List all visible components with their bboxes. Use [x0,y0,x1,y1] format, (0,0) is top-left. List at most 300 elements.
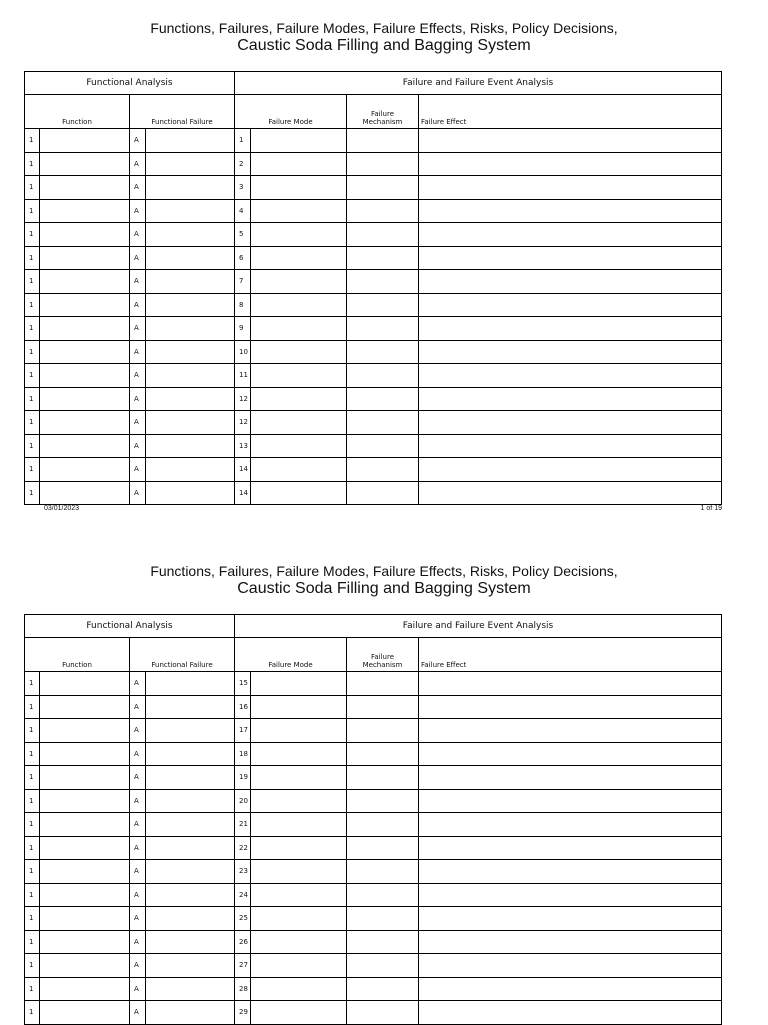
failure-effect-cell [419,411,722,435]
column-header-failure-effect: Failure Effect [419,638,722,672]
functional-failure-cell [146,223,235,247]
failure-mode-number: 16 [235,695,251,719]
function-number: 1 [25,270,40,294]
function-number: 1 [25,364,40,388]
failure-mode-cell [251,883,347,907]
failure-effect-cell [419,152,722,176]
functional-failure-cell [146,930,235,954]
failure-effect-cell [419,270,722,294]
functional-failure-cell [146,742,235,766]
functional-failure-letter: A [130,930,146,954]
failure-mode-number: 14 [235,481,251,505]
functional-failure-letter: A [130,1001,146,1025]
failure-mode-number: 15 [235,672,251,696]
failure-mechanism-cell [347,246,419,270]
table-row [25,742,722,766]
functional-failure-cell [146,954,235,978]
functional-failure-letter: A [130,813,146,837]
failure-mode-number: 22 [235,836,251,860]
function-cell [40,860,130,884]
fmea-table [24,71,722,505]
functional-failure-cell [146,317,235,341]
table-row [25,695,722,719]
failure-mode-number: 27 [235,954,251,978]
failure-mode-number: 28 [235,977,251,1001]
functional-failure-cell [146,434,235,458]
table-row [25,719,722,743]
functional-failure-letter: A [130,907,146,931]
failure-effect-cell [419,364,722,388]
function-cell [40,1001,130,1025]
functional-failure-letter: A [130,176,146,200]
failure-mode-number: 19 [235,766,251,790]
failure-effect-cell [419,813,722,837]
table-row [25,672,722,696]
failure-effect-cell [419,458,722,482]
function-number: 1 [25,719,40,743]
failure-effect-cell [419,246,722,270]
function-cell [40,742,130,766]
functional-failure-letter: A [130,223,146,247]
failure-effect-cell [419,481,722,505]
functional-failure-cell [146,152,235,176]
failure-mechanism-cell [347,340,419,364]
failure-mechanism-cell [347,176,419,200]
functional-failure-letter: A [130,364,146,388]
function-cell [40,481,130,505]
functional-failure-cell [146,813,235,837]
fmea-table-body [25,72,722,505]
table-row [25,152,722,176]
functional-failure-letter: A [130,411,146,435]
functional-failure-letter: A [130,152,146,176]
failure-mode-cell [251,340,347,364]
functional-failure-letter: A [130,977,146,1001]
failure-mechanism-cell [347,270,419,294]
failure-mode-cell [251,223,347,247]
functional-failure-letter: A [130,270,146,294]
page-title-line2: Caustic Soda Filling and Bagging System [237,37,531,54]
failure-mechanism-cell [347,719,419,743]
function-cell [40,789,130,813]
function-number: 1 [25,317,40,341]
failure-mode-cell [251,270,347,294]
functional-failure-cell [146,766,235,790]
functional-failure-cell [146,883,235,907]
functional-failure-letter: A [130,434,146,458]
function-number: 1 [25,434,40,458]
function-cell [40,246,130,270]
functional-failure-cell [146,695,235,719]
functional-failure-letter: A [130,695,146,719]
table-row [25,930,722,954]
column-header-row [25,95,722,129]
function-number: 1 [25,883,40,907]
failure-effect-cell [419,672,722,696]
failure-effect-cell [419,223,722,247]
functional-failure-letter: A [130,293,146,317]
function-number: 1 [25,340,40,364]
functional-failure-cell [146,719,235,743]
table-row [25,836,722,860]
failure-mode-cell [251,364,347,388]
column-header-failure-effect: Failure Effect [419,95,722,129]
failure-mode-number: 29 [235,1001,251,1025]
failure-effect-cell [419,742,722,766]
function-number: 1 [25,930,40,954]
failure-mechanism-cell [347,836,419,860]
failure-effect-cell [419,293,722,317]
function-cell [40,695,130,719]
failure-mode-cell [251,199,347,223]
functional-failure-cell [146,387,235,411]
functional-failure-cell [146,458,235,482]
failure-mode-cell [251,387,347,411]
table-row [25,223,722,247]
failure-mode-number: 17 [235,719,251,743]
failure-effect-cell [419,930,722,954]
table-row [25,293,722,317]
function-number: 1 [25,836,40,860]
failure-mode-number: 14 [235,458,251,482]
failure-effect-cell [419,977,722,1001]
failure-mode-number: 13 [235,434,251,458]
functional-failure-letter: A [130,954,146,978]
table-row [25,270,722,294]
function-number: 1 [25,672,40,696]
failure-mode-cell [251,129,347,153]
failure-mechanism-cell [347,930,419,954]
failure-mode-cell [251,789,347,813]
column-header-failure-mechanism: Failure Mechanism [347,638,419,672]
failure-mechanism-cell [347,977,419,1001]
function-number: 1 [25,481,40,505]
functional-failure-cell [146,199,235,223]
function-number: 1 [25,954,40,978]
function-number: 1 [25,695,40,719]
failure-mode-number: 21 [235,813,251,837]
failure-mechanism-cell [347,766,419,790]
functional-failure-letter: A [130,246,146,270]
failure-mechanism-cell [347,954,419,978]
table-row [25,176,722,200]
function-cell [40,813,130,837]
failure-mechanism-cell [347,458,419,482]
failure-effect-cell [419,719,722,743]
failure-effect-cell [419,387,722,411]
failure-mode-cell [251,860,347,884]
table-row [25,199,722,223]
function-cell [40,411,130,435]
function-number: 1 [25,411,40,435]
function-number: 1 [25,860,40,884]
failure-mode-number: 6 [235,246,251,270]
failure-effect-cell [419,176,722,200]
functional-failure-cell [146,270,235,294]
functional-failure-letter: A [130,199,146,223]
function-cell [40,387,130,411]
failure-mode-number: 9 [235,317,251,341]
failure-mode-number: 23 [235,860,251,884]
failure-mechanism-cell [347,199,419,223]
failure-effect-cell [419,789,722,813]
failure-mechanism-cell [347,883,419,907]
table-row [25,789,722,813]
failure-effect-cell [419,317,722,341]
table-row [25,954,722,978]
function-number: 1 [25,458,40,482]
failure-mode-cell [251,152,347,176]
failure-mechanism-cell [347,293,419,317]
failure-effect-cell [419,766,722,790]
function-cell [40,719,130,743]
functional-failure-letter: A [130,340,146,364]
failure-mode-number: 5 [235,223,251,247]
failure-mechanism-cell [347,481,419,505]
failure-mode-cell [251,672,347,696]
failure-mechanism-cell [347,1001,419,1025]
table-row [25,434,722,458]
failure-mode-number: 10 [235,340,251,364]
function-cell [40,458,130,482]
function-number: 1 [25,766,40,790]
functional-failure-letter: A [130,317,146,341]
functional-failure-letter: A [130,458,146,482]
footer-page-number: 1 of 19 [700,505,722,512]
failure-mechanism-cell [347,672,419,696]
function-cell [40,907,130,931]
functional-failure-cell [146,129,235,153]
function-cell [40,954,130,978]
function-number: 1 [25,742,40,766]
failure-mode-number: 24 [235,883,251,907]
failure-mode-cell [251,481,347,505]
failure-mode-number: 26 [235,930,251,954]
functional-failure-cell [146,246,235,270]
failure-mechanism-cell [347,695,419,719]
function-cell [40,152,130,176]
page-title-line1: Functions, Failures, Failure Modes, Failure Effects, Risks, Policy Decisions, [150,563,618,579]
function-cell [40,672,130,696]
function-number: 1 [25,223,40,247]
function-cell [40,270,130,294]
section-header-row [25,615,722,638]
failure-mechanism-cell [347,129,419,153]
failure-mode-number: 12 [235,411,251,435]
function-number: 1 [25,293,40,317]
function-number: 1 [25,176,40,200]
functional-failure-letter: A [130,481,146,505]
page-title-line2: Caustic Soda Filling and Bagging System [237,580,531,597]
failure-mechanism-cell [347,364,419,388]
failure-mode-cell [251,836,347,860]
function-number: 1 [25,129,40,153]
table-row [25,411,722,435]
failure-mode-cell [251,930,347,954]
section-functional-analysis: Functional Analysis [25,72,235,95]
column-header-function: Function [25,95,130,129]
failure-mode-number: 12 [235,387,251,411]
failure-mode-cell [251,293,347,317]
function-cell [40,930,130,954]
failure-mode-cell [251,719,347,743]
table-row [25,813,722,837]
table-row [25,129,722,153]
failure-mode-number: 11 [235,364,251,388]
section-failure-event-analysis: Failure and Failure Event Analysis [235,72,722,95]
failure-mode-cell [251,695,347,719]
column-header-failure-mode: Failure Mode [235,638,347,672]
column-header-functional-failure: Functional Failure [130,95,235,129]
failure-mode-number: 2 [235,152,251,176]
section-header-row [25,72,722,95]
table-row [25,364,722,388]
failure-mode-number: 25 [235,907,251,931]
functional-failure-letter: A [130,789,146,813]
failure-mode-cell [251,813,347,837]
failure-mechanism-cell [347,411,419,435]
fmea-table-body [25,615,722,1025]
functional-failure-letter: A [130,766,146,790]
function-number: 1 [25,907,40,931]
function-number: 1 [25,387,40,411]
function-cell [40,223,130,247]
failure-mode-cell [251,434,347,458]
function-cell [40,293,130,317]
failure-mechanism-cell [347,907,419,931]
functional-failure-cell [146,836,235,860]
function-cell [40,977,130,1001]
functional-failure-letter: A [130,836,146,860]
function-cell [40,199,130,223]
failure-mechanism-cell [347,434,419,458]
functional-failure-letter: A [130,129,146,153]
function-cell [40,766,130,790]
functional-failure-cell [146,977,235,1001]
failure-mode-cell [251,458,347,482]
failure-mode-cell [251,1001,347,1025]
functional-failure-cell [146,1001,235,1025]
column-header-function: Function [25,638,130,672]
column-header-failure-mechanism: Failure Mechanism [347,95,419,129]
functional-failure-cell [146,364,235,388]
failure-mode-number: 1 [235,129,251,153]
functional-failure-cell [146,789,235,813]
failure-effect-cell [419,199,722,223]
failure-mode-cell [251,317,347,341]
failure-mechanism-cell [347,317,419,341]
failure-mode-cell [251,246,347,270]
table-row [25,977,722,1001]
failure-effect-cell [419,1001,722,1025]
function-cell [40,434,130,458]
functional-failure-letter: A [130,672,146,696]
failure-effect-cell [419,129,722,153]
table-row [25,1001,722,1025]
functional-failure-cell [146,293,235,317]
table-row [25,907,722,931]
failure-effect-cell [419,340,722,364]
failure-mode-cell [251,766,347,790]
column-header-row [25,638,722,672]
function-number: 1 [25,977,40,1001]
functional-failure-cell [146,411,235,435]
function-number: 1 [25,199,40,223]
function-number: 1 [25,813,40,837]
function-cell [40,176,130,200]
failure-mode-cell [251,742,347,766]
failure-mechanism-cell [347,387,419,411]
failure-mode-number: 7 [235,270,251,294]
functional-failure-cell [146,176,235,200]
failure-mode-number: 4 [235,199,251,223]
failure-mechanism-cell [347,789,419,813]
table-row [25,860,722,884]
failure-mechanism-cell [347,223,419,247]
failure-mode-cell [251,176,347,200]
failure-mechanism-cell [347,152,419,176]
table-row [25,317,722,341]
functional-failure-letter: A [130,742,146,766]
function-number: 1 [25,789,40,813]
table-row [25,458,722,482]
function-cell [40,129,130,153]
column-header-failure-mode: Failure Mode [235,95,347,129]
functional-failure-letter: A [130,883,146,907]
table-row [25,387,722,411]
functional-failure-cell [146,860,235,884]
table-row [25,883,722,907]
failure-mechanism-cell [347,860,419,884]
failure-mechanism-cell [347,813,419,837]
function-cell [40,340,130,364]
failure-mode-number: 18 [235,742,251,766]
failure-effect-cell [419,860,722,884]
failure-mode-cell [251,954,347,978]
failure-mode-cell [251,907,347,931]
functional-failure-letter: A [130,387,146,411]
functional-failure-letter: A [130,860,146,884]
function-number: 1 [25,246,40,270]
functional-failure-cell [146,672,235,696]
column-header-functional-failure: Functional Failure [130,638,235,672]
function-number: 1 [25,152,40,176]
functional-failure-cell [146,907,235,931]
failure-mode-number: 20 [235,789,251,813]
functional-failure-cell [146,481,235,505]
functional-failure-cell [146,340,235,364]
table-row [25,481,722,505]
functional-failure-letter: A [130,719,146,743]
failure-mode-number: 3 [235,176,251,200]
function-cell [40,317,130,341]
function-cell [40,836,130,860]
table-row [25,766,722,790]
fmea-table [24,614,722,1025]
section-failure-event-analysis: Failure and Failure Event Analysis [235,615,722,638]
page-title-line1: Functions, Failures, Failure Modes, Failure Effects, Risks, Policy Decisions, [150,20,618,36]
section-functional-analysis: Functional Analysis [25,615,235,638]
failure-effect-cell [419,954,722,978]
function-cell [40,364,130,388]
failure-effect-cell [419,695,722,719]
failure-effect-cell [419,836,722,860]
failure-effect-cell [419,883,722,907]
table-row [25,340,722,364]
function-cell [40,883,130,907]
table-row [25,246,722,270]
failure-effect-cell [419,434,722,458]
